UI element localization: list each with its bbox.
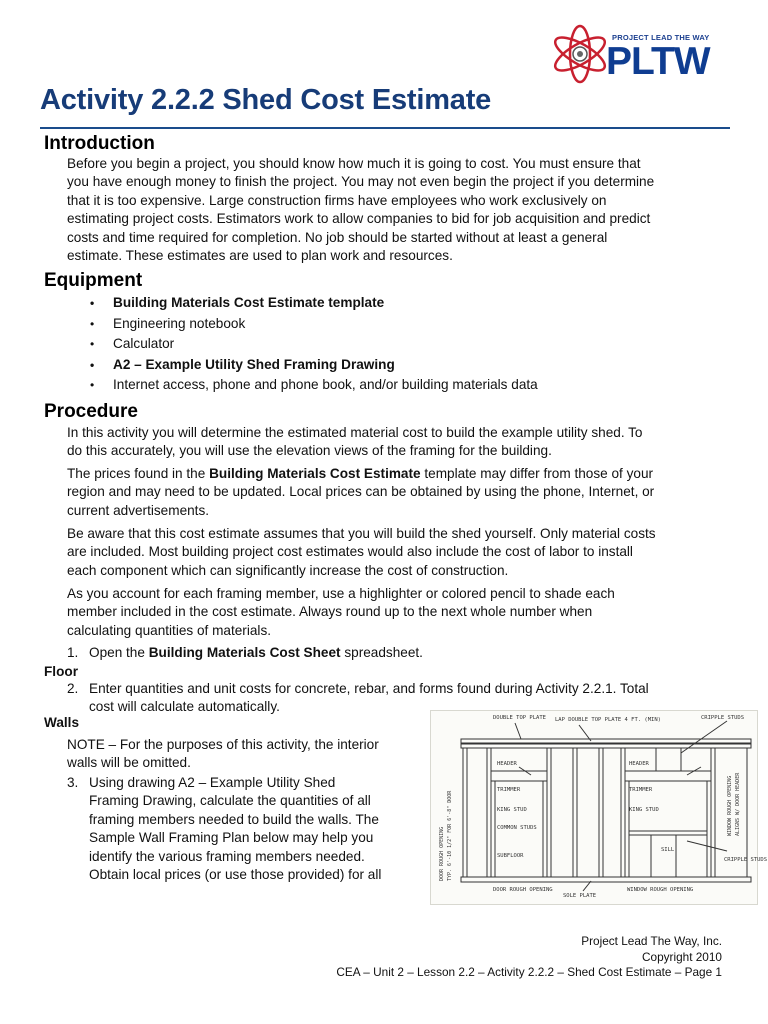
pltw-logo <box>548 22 748 86</box>
framing-drawing <box>431 711 768 904</box>
intro-line: that it is too expensive. Large construction firms have employees who work exclusively on <box>67 192 607 208</box>
svg-text:CRIPPLE STUDS: CRIPPLE STUDS <box>724 857 768 863</box>
step-3: 3. Using drawing A2 – Example Utility Shed Framing Drawing, calculate the quantities of all framing members needed to build the walls. The Sample Wall Framing Plan below may help you identify the various framing members needed. Obtain local prices (or use those provided) for all <box>67 775 382 883</box>
svg-text:KING STUD: KING STUD <box>629 807 659 813</box>
footer <box>336 934 722 981</box>
equipment-heading: Equipment <box>44 270 143 291</box>
svg-text:WINDOW ROUGH OPENING: WINDOW ROUGH OPENING <box>627 887 694 893</box>
svg-text:DOUBLE TOP PLATE: DOUBLE TOP PLATE <box>493 715 546 721</box>
procedure-paragraph-3: Be aware that this cost estimate assumes that you will build the shed yourself. Only material costs are included. Most building project cost estimates would also include the cost of labor to install each component which can significantly increase the cost of construction. <box>67 526 656 578</box>
svg-text:CRIPPLE STUDS: CRIPPLE STUDS <box>701 715 745 721</box>
intro-heading: Introduction <box>44 133 155 154</box>
svg-text:DOOR ROUGH OPENING: DOOR ROUGH OPENING <box>439 826 445 881</box>
walls-label: Walls <box>44 715 79 730</box>
svg-text:LAP DOUBLE TOP PLATE 4 FT. (MI: LAP DOUBLE TOP PLATE 4 FT. (MIN) <box>555 717 661 723</box>
procedure-paragraph-4: As you account for each framing member, use a highlighter or colored pencil to shade each member included in the cost estimate. Always round up to the next whole number when calculating quantities of materials. <box>67 586 615 638</box>
equipment-item: • Building Materials Cost Estimate template <box>90 295 385 310</box>
step-1: 1. Open the Building Materials Cost Sheet spreadsheet. <box>67 645 423 660</box>
footer-page-info: CEA – Unit 2 – Lesson 2.2 – Activity 2.2.2 – Shed Cost Estimate – Page 1 <box>336 965 722 979</box>
equipment-item: • Calculator <box>90 336 175 351</box>
procedure-paragraph-2: The prices found in the Building Materials Cost Estimate template may differ from those of your region and may need to be updated. Local prices can be obtained by using the phone, Internet, or current advertisements. <box>67 466 655 518</box>
intro-line: estimate. These estimates are used to plan work and resources. <box>67 248 453 264</box>
svg-text:TRIMMER: TRIMMER <box>629 787 653 793</box>
equipment-item: • Internet access, phone and phone book, and/or building materials data <box>90 377 538 392</box>
svg-text:ALIGNS W/ DOOR HEADER: ALIGNS W/ DOOR HEADER <box>735 772 741 836</box>
svg-text:HEADER: HEADER <box>497 761 517 767</box>
svg-text:SILL: SILL <box>661 847 675 853</box>
svg-text:WINDOW ROUGH OPENING: WINDOW ROUGH OPENING <box>727 775 733 836</box>
svg-text:SUBFLOOR: SUBFLOOR <box>497 853 524 859</box>
footer-copyright: Copyright 2010 <box>641 949 722 964</box>
svg-text:SOLE PLATE: SOLE PLATE <box>563 893 597 899</box>
atom-icon <box>548 22 612 86</box>
note-paragraph: NOTE – For the purposes of this activity, the interior walls will be omitted. <box>67 737 379 771</box>
procedure-paragraph-1: In this activity you will determine the estimated material cost to build the example utility shed. To do this accurately, you will use the elevation views of the framing for the building. <box>67 425 643 459</box>
floor-label: Floor <box>44 664 78 679</box>
wall-framing-figure <box>430 710 768 905</box>
intro-line: costs and time required for completion. No job should be started without at least a general <box>67 229 608 245</box>
logo-brand: PLTW <box>606 40 710 83</box>
svg-text:TYP. 6'-10 1/2" FOR 6'-8" DOOR: TYP. 6'-10 1/2" FOR 6'-8" DOOR <box>447 790 453 881</box>
page-title: Activity 2.2.2 Shed Cost Estimate <box>40 84 492 116</box>
procedure-heading: Procedure <box>44 401 138 422</box>
svg-text:DOOR ROUGH OPENING: DOOR ROUGH OPENING <box>493 887 553 893</box>
equipment-item: • A2 – Example Utility Shed Framing Drawing <box>90 356 395 372</box>
equipment-item: • Engineering notebook <box>90 315 246 331</box>
svg-text:HEADER: HEADER <box>629 761 649 767</box>
intro-paragraph <box>67 155 729 265</box>
equipment-list <box>67 293 707 396</box>
svg-text:TRIMMER: TRIMMER <box>497 787 521 793</box>
svg-text:KING STUD: KING STUD <box>497 807 527 813</box>
logo-tagline: PROJECT LEAD THE WAY <box>612 33 710 42</box>
step-2: 2. Enter quantities and unit costs for concrete, rebar, and forms found during Activity 2.2.1. Total cost will calculate automatically. <box>67 681 649 715</box>
intro-line: Before you begin a project, you should know how much it is going to cost. You must ensure that <box>67 156 641 171</box>
footer-company: Project Lead The Way, Inc. <box>581 934 722 948</box>
intro-line: you have enough money to finish the project. You may not even begin the project if you determine <box>67 174 655 190</box>
title-rule <box>40 127 730 129</box>
svg-text:COMMON STUDS: COMMON STUDS <box>497 825 537 831</box>
intro-line: estimating project costs. Estimators work to allow companies to bid for job acquisition and predict <box>67 211 651 227</box>
